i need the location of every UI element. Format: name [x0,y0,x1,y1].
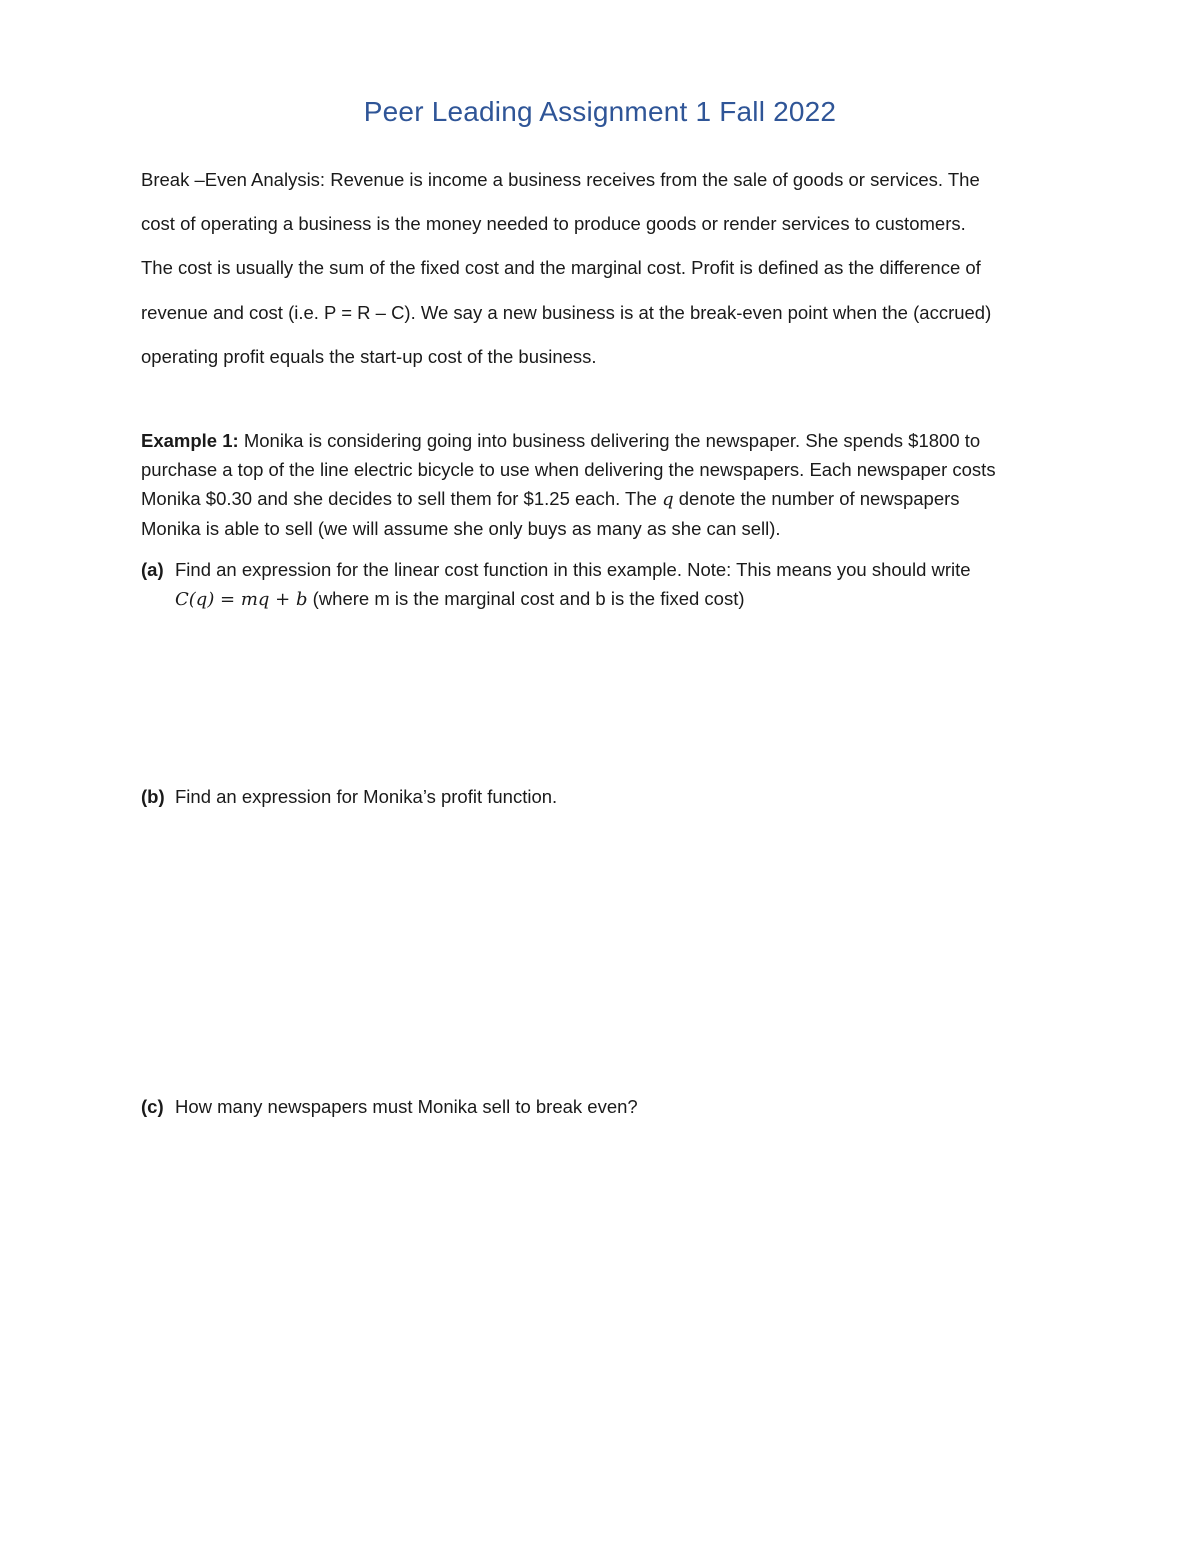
example-line: Monika is able to sell (we will assume she only buys as many as she can sell). [141,518,781,539]
question-line [141,584,1071,614]
example-line: purchase a top of the line electric bicycle to use when delivering the newspapers. Each newspaper costs [141,459,996,480]
intro-line: operating profit equals the start-up cost of the business. [141,345,597,367]
page-title: Peer Leading Assignment 1 Fall 2022 [363,96,837,127]
question-text: Find an expression for Monika’s profit function. [175,786,558,807]
intro-line: Break –Even Analysis: Revenue is income a business receives from the sale of goods or services. The [141,169,980,190]
example-text: Monika $0.30 and she decides to sell them for $1.25 each. The [141,488,663,509]
question-text: How many newspapers must Monika sell to break even? [175,1096,638,1117]
question-text: (where m is the marginal cost and b is the fixed cost) [307,588,745,609]
math-formula: C(q) = mq + b [175,589,308,610]
question-line [141,1096,638,1117]
question-marker: (a) [141,559,164,580]
question-marker: (b) [141,786,165,807]
question-line [141,559,971,580]
intro-paragraph [141,158,1071,379]
example-paragraph [141,426,1071,543]
intro-line: cost of operating a business is the money needed to produce goods or render services to customers. [141,213,966,235]
question-marker: (c) [141,1096,164,1117]
example-label: Example 1: [141,430,239,451]
question-c [141,1092,1071,1121]
question-b [141,782,1071,811]
intro-line: The cost is usually the sum of the fixed cost and the marginal cost. Profit is defined as the difference of [141,257,981,279]
example-text: Monika is considering going into business delivering the newspaper. She spends $1800 to [238,430,981,451]
question-line [141,786,557,807]
example-text: denote the number of newspapers [673,488,960,509]
example-line [141,484,1071,514]
intro-line: revenue and cost (i.e. P = R – C). We say a new business is at the break-even point when the (accrued) [141,301,992,323]
question-text: Find an expression for the linear cost function in this example. Note: This means you should write [175,559,971,580]
math-variable: q [662,489,674,510]
example-line [141,426,1071,455]
question-a [141,555,1071,614]
